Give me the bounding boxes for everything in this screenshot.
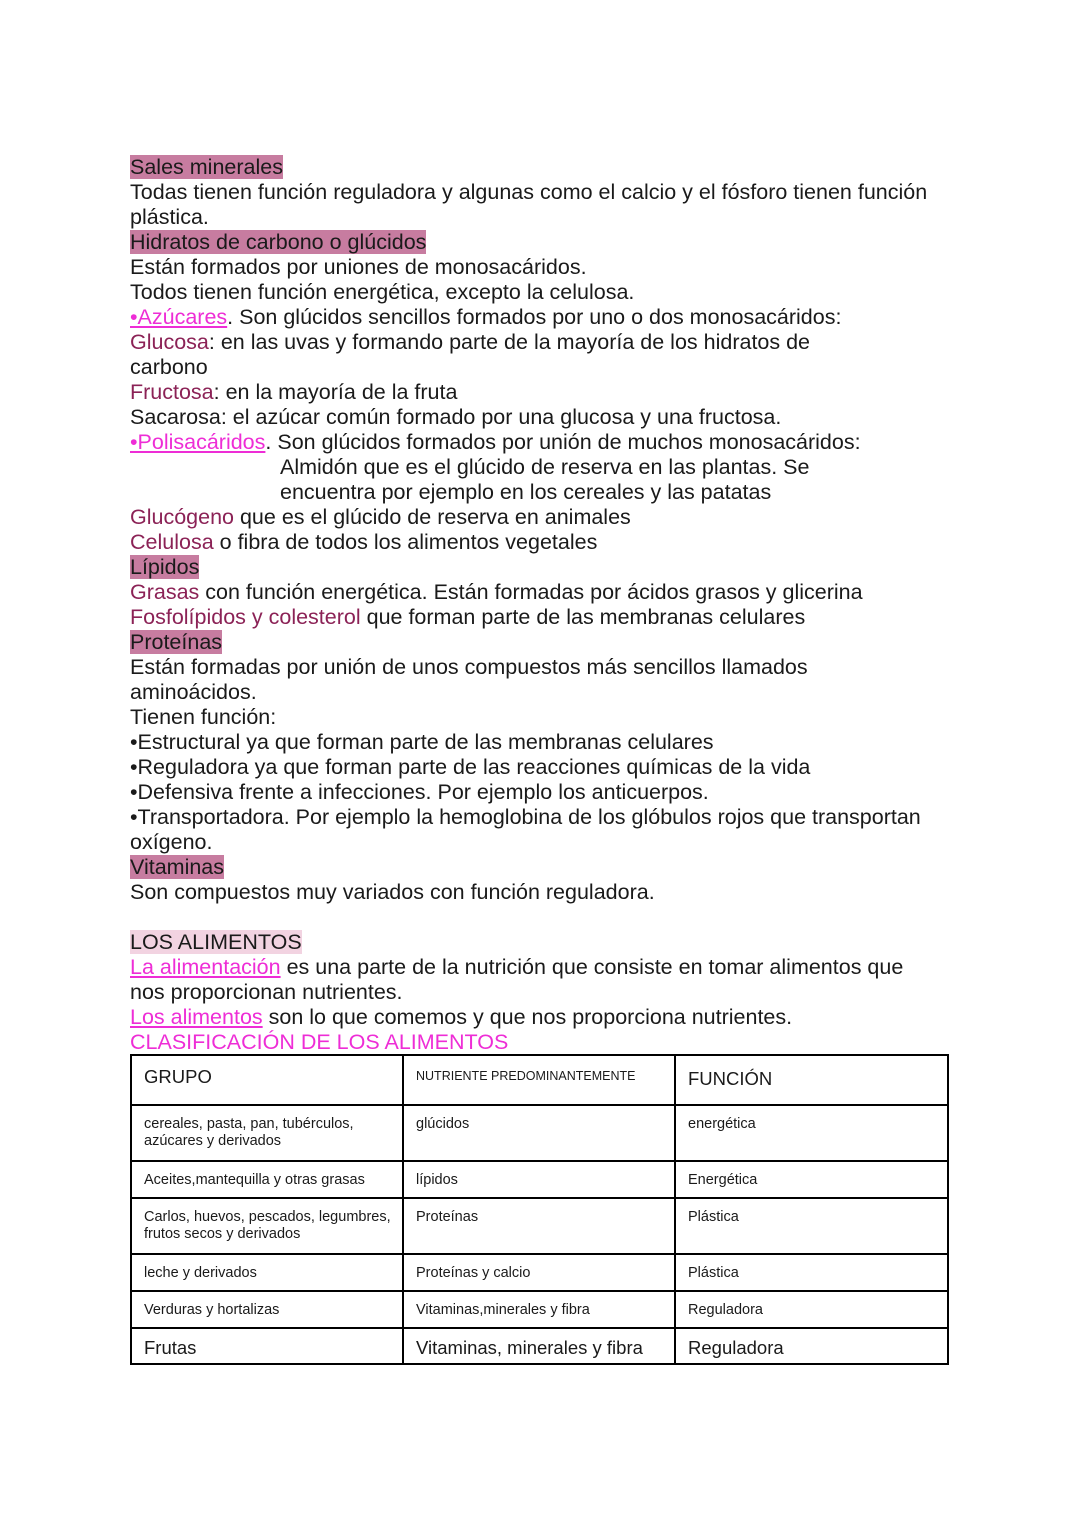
cell-funcion: energética xyxy=(675,1105,948,1161)
cell-funcion: Reguladora xyxy=(675,1328,948,1364)
paragraph: Todas tienen función reguladora y algunas como el calcio y el fósforo tienen función xyxy=(130,180,928,204)
cell-funcion: Plástica xyxy=(675,1198,948,1254)
cell-nutriente: lípidos xyxy=(403,1161,675,1198)
link-azucares[interactable]: •Azúcares xyxy=(130,305,228,329)
paragraph: Están formadas por unión de unos compuestos más sencillos llamados xyxy=(130,655,808,679)
link-la-alimentacion[interactable]: La alimentación xyxy=(130,955,281,979)
cell-grupo: leche y derivados xyxy=(131,1254,403,1291)
heading-sales-minerales: Sales minerales xyxy=(130,155,283,179)
paragraph: . Son glúcidos sencillos formados por uno o dos monosacáridos: xyxy=(227,305,842,329)
heading-lipidos: Lípidos xyxy=(130,555,200,579)
paragraph: que forman parte de las membranas celulares xyxy=(360,605,806,629)
cell-nutriente: Proteínas xyxy=(403,1198,675,1254)
link-los-alimentos[interactable]: Los alimentos xyxy=(130,1005,263,1029)
cell-nutriente: glúcidos xyxy=(403,1105,675,1161)
cell-nutriente: Vitaminas,minerales y fibra xyxy=(403,1291,675,1328)
paragraph-indented: encuentra por ejemplo en los cereales y las patatas xyxy=(280,480,772,504)
table-row xyxy=(131,1105,948,1161)
heading-los-alimentos: LOS ALIMENTOS xyxy=(130,930,302,954)
paragraph: plástica. xyxy=(130,205,209,229)
cell-grupo: Aceites,mantequilla y otras grasas xyxy=(131,1161,403,1198)
paragraph: carbono xyxy=(130,355,208,379)
paragraph: son lo que comemos y que nos proporciona nutrientes. xyxy=(262,1005,793,1029)
term-fosfolipidos: Fosfolípidos y colesterol xyxy=(130,605,361,629)
paragraph: es una parte de la nutrición que consiste en tomar alimentos que xyxy=(280,955,904,979)
spacer xyxy=(130,905,950,930)
paragraph: . Son glúcidos formados por unión de muchos monosacáridos: xyxy=(265,430,861,454)
bullet-item: •Reguladora ya que forman parte de las reacciones químicas de la vida xyxy=(130,755,811,779)
cell-nutriente: Vitaminas, minerales y fibra xyxy=(403,1328,675,1364)
term-fructosa: Fructosa xyxy=(130,380,214,404)
paragraph: Sacarosa: el azúcar común formado por una glucosa y una fructosa. xyxy=(130,405,782,429)
heading-hidratos: Hidratos de carbono o glúcidos xyxy=(130,230,427,254)
link-polisacaridos[interactable]: •Polisacáridos xyxy=(130,430,266,454)
paragraph: : en la mayoría de la fruta xyxy=(213,380,458,404)
paragraph: con función energética. Están formadas por ácidos grasos y glicerina xyxy=(199,580,863,604)
cell-grupo: cereales, pasta, pan, tubérculos, azúcares y derivados xyxy=(131,1105,403,1161)
paragraph: Están formados por uniones de monosacáridos. xyxy=(130,255,587,279)
header-funcion: FUNCIÓN xyxy=(675,1055,948,1105)
bullet-item: •Defensiva frente a infecciones. Por ejemplo los anticuerpos. xyxy=(130,780,709,804)
table-row xyxy=(131,1161,948,1198)
paragraph-indented: Almidón que es el glúcido de reserva en las plantas. Se xyxy=(280,455,810,479)
term-grasas: Grasas xyxy=(130,580,200,604)
cell-funcion: Reguladora xyxy=(675,1291,948,1328)
header-nutriente: NUTRIENTE PREDOMINANTEMENTE xyxy=(403,1055,675,1105)
cell-funcion: Plástica xyxy=(675,1254,948,1291)
cell-nutriente: Proteínas y calcio xyxy=(403,1254,675,1291)
paragraph: Son compuestos muy variados con función reguladora. xyxy=(130,880,655,904)
table-row xyxy=(131,1198,948,1254)
cell-grupo: Verduras y hortalizas xyxy=(131,1291,403,1328)
cell-grupo: Frutas xyxy=(131,1328,403,1364)
heading-proteinas: Proteínas xyxy=(130,630,223,654)
paragraph: Todos tienen función energética, excepto la celulosa. xyxy=(130,280,635,304)
term-glucosa: Glucosa xyxy=(130,330,209,354)
heading-clasificacion: CLASIFICACIÓN DE LOS ALIMENTOS xyxy=(130,1030,509,1054)
term-glucogeno: Glucógeno xyxy=(130,505,234,529)
header-grupo: GRUPO xyxy=(131,1055,403,1105)
table-row xyxy=(131,1291,948,1328)
paragraph: que es el glúcido de reserva en animales xyxy=(234,505,631,529)
paragraph: aminoácidos. xyxy=(130,680,257,704)
term-celulosa: Celulosa xyxy=(130,530,214,554)
table-header-row xyxy=(131,1055,948,1105)
table-row xyxy=(131,1328,948,1364)
paragraph: Tienen función: xyxy=(130,705,277,729)
notes-body xyxy=(130,155,950,1055)
bullet-item: •Estructural ya que forman parte de las membranas celulares xyxy=(130,730,714,754)
paragraph: : en las uvas y formando parte de la mayoría de los hidratos de xyxy=(208,330,811,354)
cell-funcion: Energética xyxy=(675,1161,948,1198)
paragraph: nos proporcionan nutrientes. xyxy=(130,980,403,1004)
food-classification-table xyxy=(130,1054,949,1365)
paragraph: o fibra de todos los alimentos vegetales xyxy=(213,530,598,554)
bullet-item: •Transportadora. Por ejemplo la hemoglobina de los glóbulos rojos que transportan xyxy=(130,805,921,829)
table-row xyxy=(131,1254,948,1291)
heading-vitaminas: Vitaminas xyxy=(130,855,225,879)
bullet-item-continued: oxígeno. xyxy=(130,830,213,854)
cell-grupo: Carlos, huevos, pescados, legumbres, frutos secos y derivados xyxy=(131,1198,403,1254)
